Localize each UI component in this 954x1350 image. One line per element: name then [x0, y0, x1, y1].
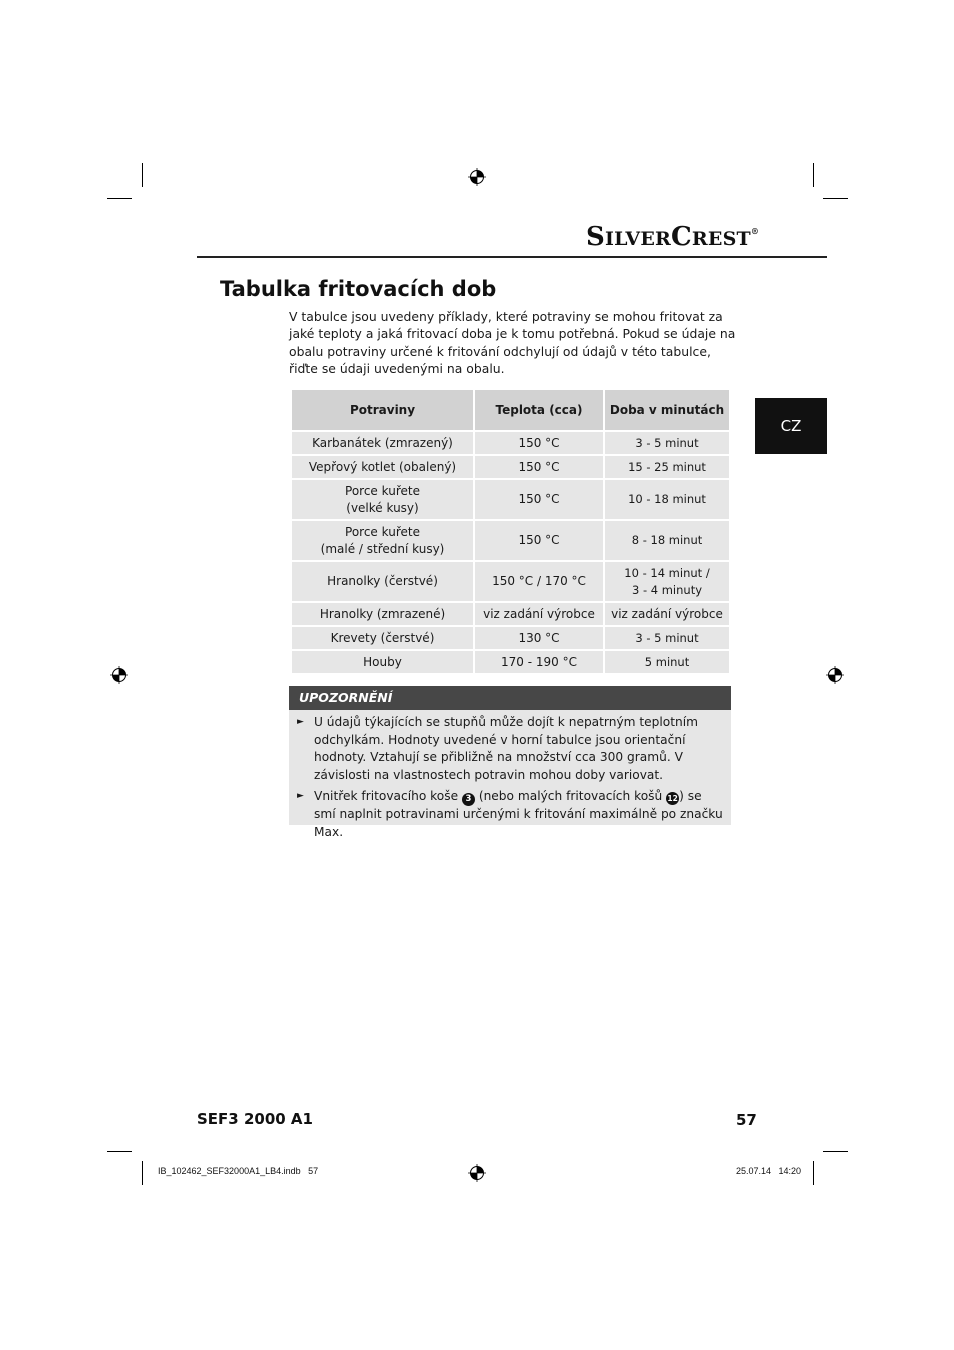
- food-cell: [291, 479, 474, 520]
- table-row: [291, 650, 730, 674]
- food-cell: [291, 602, 474, 626]
- note-item: [297, 788, 725, 841]
- food-cell: [291, 520, 474, 561]
- food-cell: [291, 626, 474, 650]
- crop-mark: [823, 1151, 848, 1152]
- temperature-cell: 150 °C: [474, 455, 604, 479]
- registration-mark-icon: [468, 1164, 486, 1182]
- print-slug-file: IB_102462_SEF32000A1_LB4.indb 57: [158, 1166, 319, 1176]
- temperature-cell: 150 °C: [474, 479, 604, 520]
- food-cell: [291, 650, 474, 674]
- print-slug-datetime: 25.07.14 14:20: [736, 1166, 802, 1176]
- temperature-cell: 150 °C / 170 °C: [474, 561, 604, 602]
- note-box: [289, 710, 731, 839]
- table-row: [291, 455, 730, 479]
- model-number: SEF3 2000 A1: [197, 1110, 313, 1128]
- food-name: Hranolky (čerstvé): [327, 574, 438, 588]
- crop-mark: [107, 198, 132, 199]
- food-detail: (velké kusy): [346, 500, 419, 515]
- table-row: [291, 520, 730, 561]
- crop-mark: [823, 198, 848, 199]
- table-header-row: [291, 389, 730, 431]
- crop-mark: [142, 163, 143, 187]
- column-header: Potraviny: [291, 389, 474, 431]
- note-text: (nebo malých fritovacích košů: [478, 789, 663, 803]
- column-header: Teplota (cca): [474, 389, 604, 431]
- temperature-cell: viz zadání výrobce: [474, 602, 604, 626]
- page-number: 57: [736, 1111, 757, 1129]
- header-divider: [197, 256, 827, 258]
- time-cell: 10 - 18 minut: [604, 479, 730, 520]
- note-item: [297, 714, 725, 784]
- table-row: [291, 626, 730, 650]
- food-detail: (malé / střední kusy): [320, 541, 445, 556]
- food-cell: [291, 431, 474, 455]
- registration-mark-icon: [110, 666, 128, 684]
- temperature-cell: 150 °C: [474, 520, 604, 561]
- food-name: Karbanátek (zmrazený): [312, 435, 453, 450]
- food-cell: [291, 455, 474, 479]
- frying-times-table: [290, 388, 731, 675]
- logo-text: REST: [691, 228, 751, 250]
- crop-mark: [107, 1151, 132, 1152]
- table-row: [291, 602, 730, 626]
- intro-paragraph: V tabulce jsou uvedeny příklady, které potraviny se mohou fritovat za jaké teploty a jaká fritovací doba je k tomu potřebná. Pokud se údaje na obalu potraviny určené k fritování odchylují od údajů v této tabulce, řiďte se údaji uvedenými na obalu.: [289, 309, 736, 376]
- time-cell: 3 - 5 minut: [604, 626, 730, 650]
- part-number-badge: 3: [462, 793, 475, 806]
- table-row: [291, 479, 730, 520]
- page-title: Tabulka fritovacích dob: [220, 277, 497, 301]
- temperature-cell: 170 - 190 °C: [474, 650, 604, 674]
- brand-logo: [586, 222, 760, 252]
- logo-letter: S: [586, 222, 605, 252]
- time-cell: 8 - 18 minut: [604, 520, 730, 561]
- food-cell: [291, 561, 474, 602]
- crop-mark: [142, 1161, 143, 1185]
- time-cell: 15 - 25 minut: [604, 455, 730, 479]
- table-row: [291, 431, 730, 455]
- note-text: U údajů týkajících se stupňů může dojít k nepatrným teplotním odchylkám. Hodnoty uvedené v horní tabulce jsou orientační hodnoty. Vztahují se přibližně na množství cca 300 gramů. V závislosti na vlastnostech potravin mohou doby variovat.: [314, 715, 699, 782]
- food-name: Houby: [363, 654, 402, 669]
- time-value: 10 - 14 minut /: [624, 565, 710, 580]
- food-name: Hranolky (zmrazené): [319, 606, 446, 621]
- time-value: 3 - 4 minuty: [631, 582, 703, 597]
- column-header: Doba v minutách: [604, 389, 730, 431]
- crop-mark: [813, 163, 814, 187]
- language-tab: CZ: [755, 398, 827, 454]
- time-cell: 3 - 5 minut: [604, 431, 730, 455]
- time-cell: viz zadání výrobce: [604, 602, 730, 626]
- food-name: Porce kuřete: [345, 483, 420, 498]
- registration-mark-icon: [826, 666, 844, 684]
- time-cell: 5 minut: [604, 650, 730, 674]
- food-name: Vepřový kotlet (obalený): [308, 459, 457, 474]
- note-heading: UPOZORNĚNÍ: [289, 686, 731, 710]
- registered-mark: ®: [750, 226, 760, 236]
- logo-letter: C: [671, 222, 692, 252]
- note-text: Vnitřek fritovacího koše: [314, 789, 459, 803]
- table-row: [291, 561, 730, 602]
- part-number-badge: 12: [667, 794, 678, 803]
- bullet-arrow-icon: ►: [297, 791, 304, 801]
- food-name: Porce kuřete: [345, 524, 420, 539]
- crop-mark: [813, 1161, 814, 1185]
- note-text: ) se smí naplnit potravinami určenými k fritování maximálně po značku Max.: [314, 789, 723, 839]
- registration-mark-icon: [468, 168, 486, 186]
- time-cell: [604, 561, 730, 602]
- logo-text: ILVER: [604, 228, 671, 250]
- temperature-cell: 130 °C: [474, 626, 604, 650]
- food-name: Krevety (čerstvé): [330, 630, 435, 645]
- bullet-arrow-icon: ►: [297, 717, 304, 727]
- temperature-cell: 150 °C: [474, 431, 604, 455]
